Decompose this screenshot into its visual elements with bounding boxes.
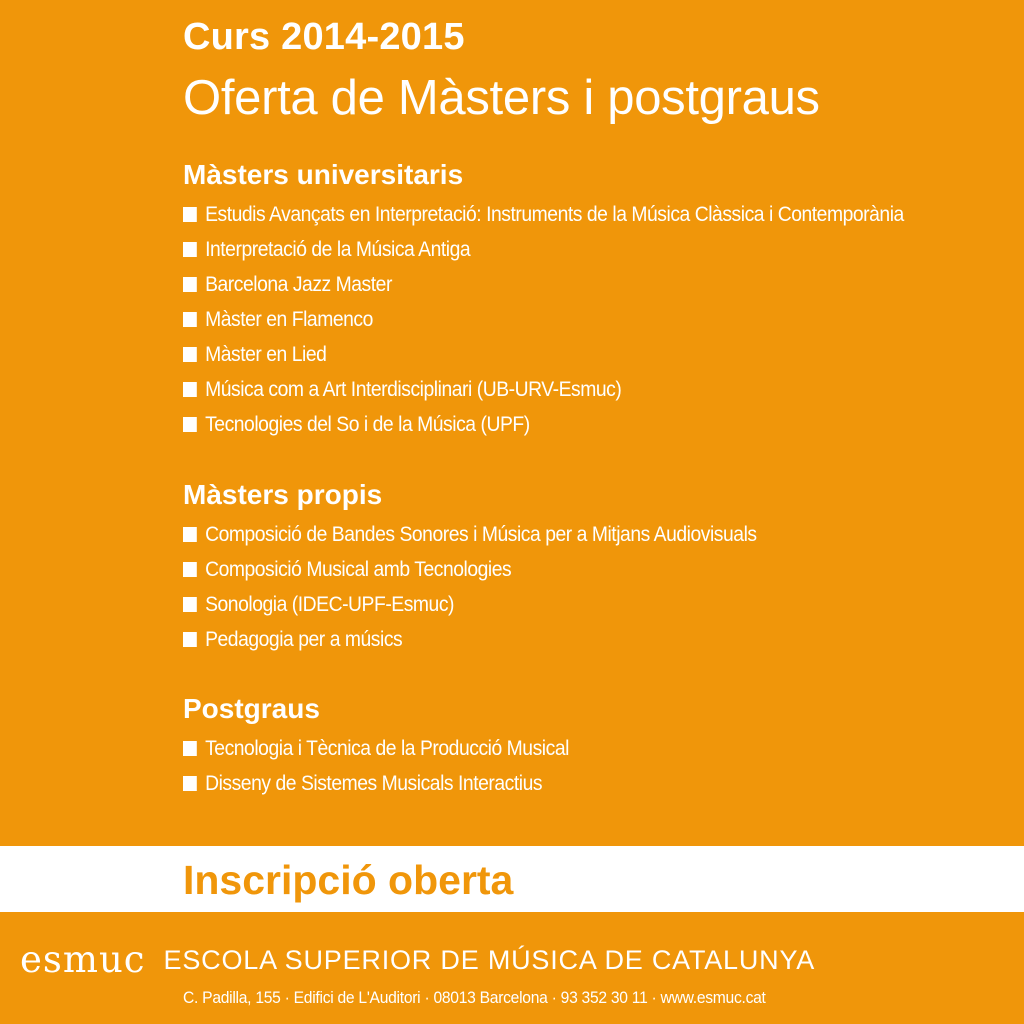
square-bullet-icon — [183, 312, 197, 327]
list-item — [183, 731, 569, 766]
list-item-label: Pedagogia per a músics — [205, 627, 403, 651]
list-item-label: Composició Musical amb Tecnologies — [205, 557, 512, 581]
section-postgraus — [183, 691, 603, 801]
course-year: Curs 2014-2015 — [183, 16, 465, 58]
list-item — [183, 766, 569, 801]
list-item — [183, 372, 904, 407]
list-item — [183, 622, 757, 657]
list-item-label: Tecnologia i Tècnica de la Producció Musical — [205, 736, 569, 760]
list-item — [183, 407, 904, 442]
esmuc-logo: esmuc — [20, 938, 146, 981]
square-bullet-icon — [183, 347, 197, 362]
banner-text: Inscripció oberta — [183, 857, 514, 903]
square-bullet-icon — [183, 417, 197, 432]
square-bullet-icon — [183, 207, 197, 222]
footer-brand — [20, 936, 1010, 984]
section-heading: Postgraus — [183, 693, 320, 724]
square-bullet-icon — [183, 277, 197, 292]
list-item-label: Interpretació de la Música Antiga — [205, 237, 471, 261]
square-bullet-icon — [183, 597, 197, 612]
registration-banner — [0, 846, 1024, 912]
list-item-label: Tecnologies del So i de la Música (UPF) — [205, 412, 530, 436]
list-item — [183, 267, 904, 302]
page-title: Oferta de Màsters i postgraus — [183, 71, 820, 125]
list-item-label: Barcelona Jazz Master — [205, 272, 392, 296]
list-item-label: Composició de Bandes Sonores i Música per a Mitjans Audiovisuals — [205, 522, 757, 546]
list-item-label: Música com a Art Interdisciplinari (UB-URV-Esmuc) — [205, 377, 622, 401]
section-heading: Màsters universitaris — [183, 159, 464, 190]
program-list — [183, 517, 807, 657]
list-item — [183, 337, 904, 372]
square-bullet-icon — [183, 776, 197, 791]
section-masters-propis — [183, 477, 807, 657]
list-item-label: Sonologia (IDEC-UPF-Esmuc) — [205, 592, 455, 616]
section-heading: Màsters propis — [183, 479, 383, 510]
square-bullet-icon — [183, 632, 197, 647]
list-item — [183, 302, 904, 337]
square-bullet-icon — [183, 562, 197, 577]
list-item-label: Màster en Lied — [205, 342, 327, 366]
square-bullet-icon — [183, 741, 197, 756]
school-name: ESCOLA SUPERIOR DE MÚSICA DE CATALUNYA — [163, 944, 816, 975]
section-masters-universitaris — [183, 157, 967, 442]
list-item — [183, 587, 757, 622]
list-item — [183, 197, 904, 232]
list-item-label: Estudis Avançats en Interpretació: Instruments de la Música Clàssica i Contemporània — [205, 202, 904, 226]
program-list — [183, 731, 603, 801]
square-bullet-icon — [183, 382, 197, 397]
square-bullet-icon — [183, 527, 197, 542]
list-item — [183, 517, 757, 552]
program-list — [183, 197, 967, 442]
list-item — [183, 552, 757, 587]
footer-address: C. Padilla, 155 · Edifici de L'Auditori · 08013 Barcelona · 93 352 30 11 · www.esmuc.cat — [183, 988, 766, 1007]
list-item-label: Disseny de Sistemes Musicals Interactius — [205, 771, 543, 795]
list-item-label: Màster en Flamenco — [205, 307, 373, 331]
square-bullet-icon — [183, 242, 197, 257]
list-item — [183, 232, 904, 267]
